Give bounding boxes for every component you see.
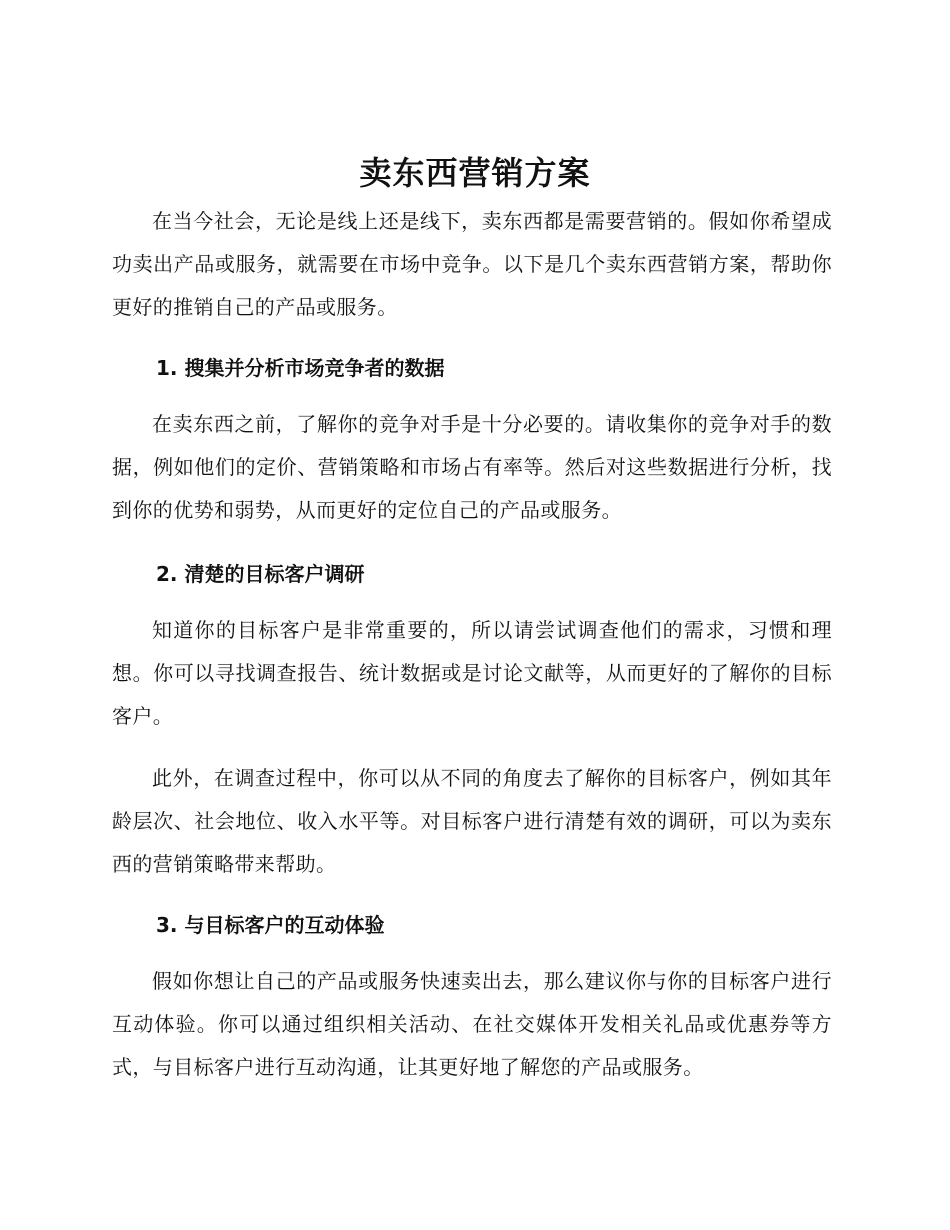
section-2-paragraph-1: 知道你的目标客户是非常重要的，所以请尝试调查他们的需求，习惯和理想。你可以寻找调查报告、统计数据或是讨论文献等，从而更好的了解你的目标客户。 [112, 618, 832, 728]
section-heading-2: 2. 清楚的目标客户调研 [156, 562, 365, 586]
section-3-paragraph: 假如你想让自己的产品或服务快速卖出去，那么建议你与你的目标客户进行互动体验。你可以通过组织相关活动、在社交媒体开发相关礼品或优惠券等方式，与目标客户进行互动沟通，让其更好地了解您的产品或服务。 [112, 969, 832, 1079]
section-heading-3: 3. 与目标客户的互动体验 [156, 913, 385, 937]
intro-paragraph: 在当今社会，无论是线上还是线下，卖东西都是需要营销的。假如你希望成功卖出产品或服务，就需要在市场中竞争。以下是几个卖东西营销方案，帮助你更好的推销自己的产品或服务。 [112, 209, 832, 319]
section-heading-1: 1. 搜集并分析市场竞争者的数据 [156, 356, 445, 380]
section-1-paragraph: 在卖东西之前，了解你的竞争对手是十分必要的。请收集你的竞争对手的数据，例如他们的定价、营销策略和市场占有率等。然后对这些数据进行分析，找到你的优势和弱势，从而更好的定位自己的产品或服务。 [112, 412, 832, 522]
section-2-paragraph-2: 此外，在调查过程中，你可以从不同的角度去了解你的目标客户，例如其年龄层次、社会地位、收入水平等。对目标客户进行清楚有效的调研，可以为卖东西的营销策略带来帮助。 [112, 766, 832, 876]
page-title: 卖东西营销方案 [359, 154, 591, 192]
